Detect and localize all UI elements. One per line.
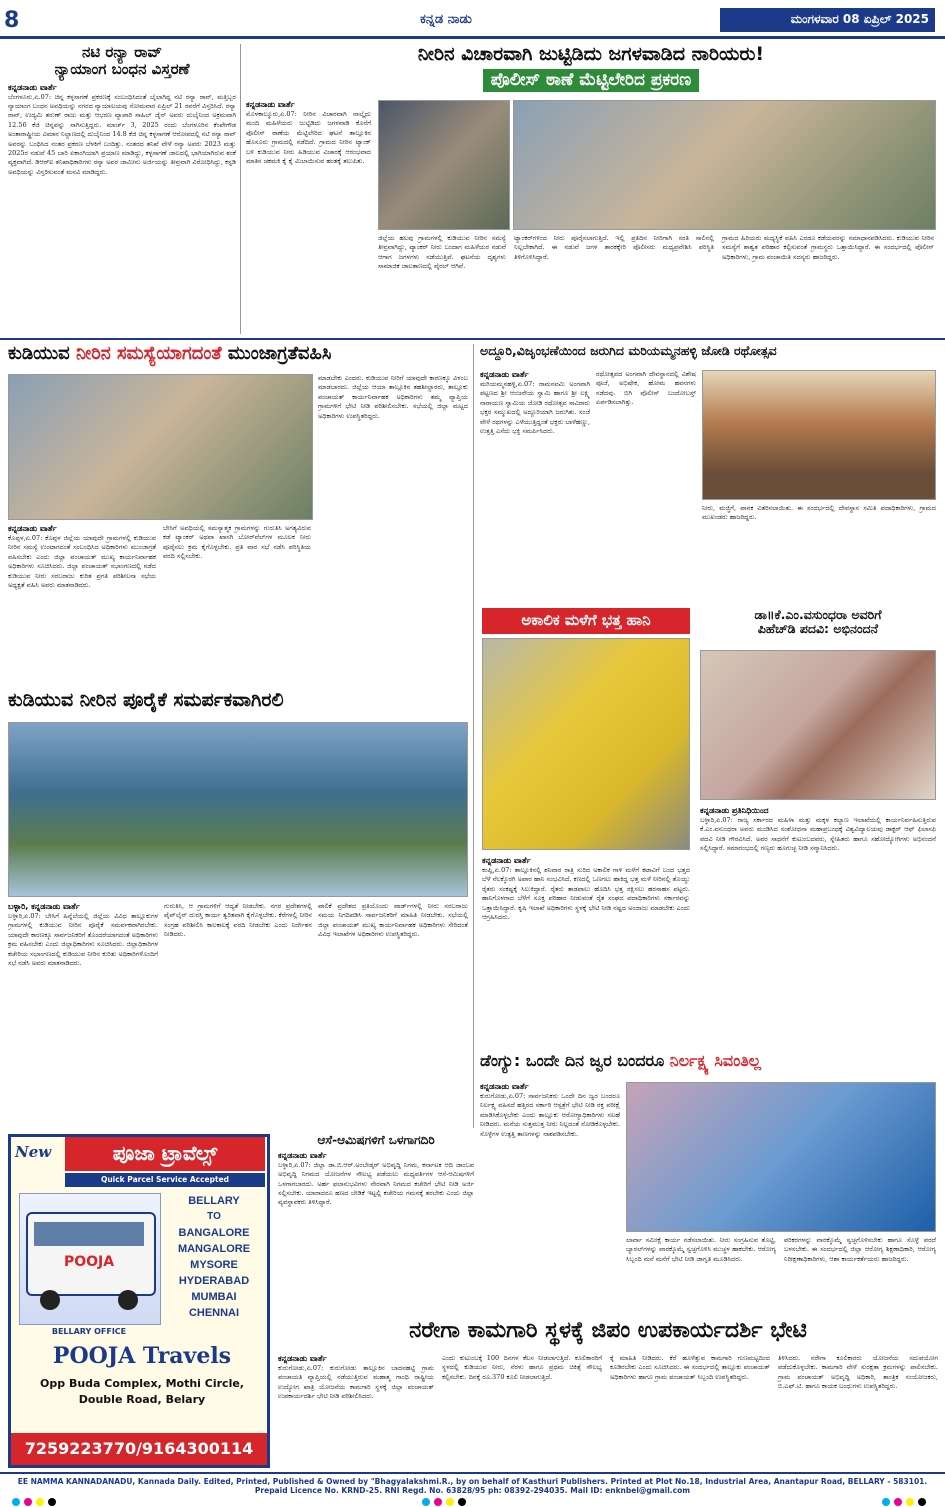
story-title: ನ್ಯಾಯಾಂಗ ಬಂಧನ ವಿಸ್ತರಣೆ bbox=[54, 60, 190, 79]
registration-marks bbox=[420, 1498, 468, 1507]
story-body: ಬೆಂಗಳೂರು,ಏ.07: ಚಿನ್ನ ಕಳ್ಳಸಾಗಣೆ ಪ್ರಕರಣಕ್ಕೆ ಸಂಬಂಧಿಸಿದಂತೆ ಬೈಲಾಗಿದ್ದ ನಟಿ ರನ್ಯಾ ರಾವ್, ಮತ್ತಿಬ್ಬರ ನ್ಯಾಯಾಂಗ ಬಂಧನ ಅವಧಿಯನ್ನು ನಗರದ ನ್ಯಾಯಾಲಯವು ಸೋಮವಾರ ಏಪ್ರಿಲ್ 21 ರವರೆಗೆ ವಿಸ್ತರಿಸಿದೆ. ರನ್ಯಾ ರಾವ್, ಉದ್ಯಮಿ ತರುಣ್ ರಾಜು ಮತ್ತು ಆಭರಣ ವ್ಯಾಪಾರಿ ಸಾಹಿಲ್ ಜೈನ್ ಅವರು ದುಬೈನಿಂದ ಅಕ್ರಮವಾಗಿ 12.56 ಕೆಜಿ ಚಿನ್ನವನ್ನು ಸಾಗಿಸುತ್ತಿದ್ದರು. ಮಾರ್ಚ್ 3, 2025 ರಂದು ಬೆಂಗಳೂರಿನ ಕೆಂಪೇಗೌಡ ಅಂತಾರಾಷ್ಟ್ರೀಯ ವಿಮಾನ ನಿಲ್ದಾಣದಲ್ಲಿ ದುಬೈನಿಂದ 14.8 ಕೆಜಿ ಚಿನ್ನ ಕಳ್ಳಸಾಗಣೆ ಆರೋಪದಲ್ಲಿ ನಟಿ ರನ್ಯಾ ರಾವ್ ಅವರನ್ನು ಬಂಧಿಸಿದ ನಂತರ ಪ್ರಕರಣ ಬೆಳಕಿಗೆ ಬಂದಿತ್ತು. ನಂತರದ ತನಿಖೆ ವೇಳೆ ರನ್ಯಾ ಅವರು 2023 ಮತ್ತು 2025ರ ನಡುವೆ 45 ಬಾರಿ ಏಕಾಂಗಿಯಾಗಿ ಪ್ರಯಾಣ ಮಾಡಿದ್ದು, ಕಳ್ಳಸಾಗಣೆ ಜಾಲದಲ್ಲಿ ಭಾಗಿಯಾಗಿರುವ ಶಂಕೆ ವ್ಯಕ್ತವಾಗಿದೆ. ಡಿಆರ್‌ಐ ತನಿಖಾಧಿಕಾರಿಗಳು ರನ್ಯಾ ಅವರ ಜಾಮೀನು ಅರ್ಜಿಯನ್ನು ತೀವ್ರವಾಗಿ ವಿರೋಧಿಸಿದ್ದು, ಕಸ್ಟಡಿ ಅವಧಿಯನ್ನು ವಿಸ್ತರಿಸುವಂತೆ ಮನವಿ ಮಾಡಿದ್ದರು. bbox=[8, 92, 236, 176]
story-column bbox=[318, 374, 468, 520]
story-body: ಮೊಳಕಾಲ್ಮೂರು,ಏ.07: ನೀರಿನ ವಿಚಾರವಾಗಿ ನಾಲ್ಕೈದು ಮಂದಿ ಮಹಿಳೆಯರು ಜುಟ್ಟಿಡಿದು ಜಗಳವಾಡಿ ಕೊನೆಗೆ ಪೊಲೀಸ್ ಠಾಣೆಯ ಮೆಟ್ಟಿಲೇರಿದ ಘಟನೆ ತಾಲ್ಲೂಕಿನ ಹೊಸೂರು ಗ್ರಾಮದಲ್ಲಿ ನಡೆದಿದೆ. ಗ್ರಾಮದ ನೀರಿನ ಟ್ಯಾಂಕ್ ಬಳಿ ಕುಡಿಯುವ ನೀರು ಹಿಡಿಯುವ ವಿಚಾರಕ್ಕೆ ಆರಂಭವಾದ ಮಾತಿನ ಚಕಮಕಿ ಕೈ ಕೈ ಮಿಲಾಯಿಸುವ ಹಂತಕ್ಕೆ ತಲುಪಿತು. bbox=[246, 110, 371, 166]
byline: ಕನ್ನಡನಾಡು ವಾರ್ತೆ bbox=[480, 1082, 529, 1091]
ad-brand: POOJA Travels bbox=[52, 1343, 232, 1369]
photo-vasundhara bbox=[700, 650, 936, 800]
story-column bbox=[596, 370, 696, 602]
ad-title: ಪೂಜಾ ಟ್ರಾವೆಲ್ಸ್ bbox=[65, 1137, 265, 1171]
headline-highlight: ನೀರಿನ ಸಮಸ್ಯೆಯಾಗದಂತೆ bbox=[76, 344, 222, 364]
story-body: ಬಳ್ಳಾರಿ,ಏ.07: ಬೇಸಿಗೆ ಹಿನ್ನೆಲೆಯಲ್ಲಿ ಜಿಲ್ಲೆಯ ವಿವಿಧ ತಾಲ್ಲೂಕುಗಳ ಗ್ರಾಮಗಳಲ್ಲಿ ಕುಡಿಯುವ ನೀರಿನ ಪೂರೈಕೆ ಸಮರ್ಪಕವಾಗಿರಬೇಕು. ಯಾವುದೇ ಕಾರಣಕ್ಕೂ ಸಾರ್ವಜನಿಕರಿಗೆ ತೊಂದರೆಯಾಗದಂತೆ ಅಧಿಕಾರಿಗಳು ಕ್ರಮ ವಹಿಸಬೇಕು ಎಂದು ಜಿಲ್ಲಾಧಿಕಾರಿಗಳು ಸೂಚಿಸಿದರು. ಜಿಲ್ಲಾಧಿಕಾರಿಗಳ ಕಚೇರಿಯ ಸಭಾಂಗಣದಲ್ಲಿ ಕುಡಿಯುವ ನೀರಿನ ಕುರಿತು ಅಧಿಕಾರಿಗಳೊಂದಿಗೆ ಸಭೆ ನಡೆಸಿ ಅವರು ಮಾತನಾಡಿದರು. bbox=[8, 912, 158, 968]
headline-part: ಮುಂಜಾಗ್ರತೆವಹಿಸಿ bbox=[221, 344, 332, 364]
byline: ಕನ್ನಡನಾಡು ವಾರ್ತೆ bbox=[8, 524, 57, 533]
story-body: ಗ್ರಾಮದ ಹಿರಿಯರು ಮಧ್ಯಸ್ಥಿಕೆ ವಹಿಸಿ ಎರಡೂ ಕಡೆಯವರನ್ನು ಸಮಾಧಾನಪಡಿಸಿದರು. ಕುಡಿಯುವ ನೀರಿನ ಸಮಸ್ಯೆಗೆ ಶಾಶ್ವತ ಪರಿಹಾರ ಕಲ್ಪಿಸುವಂತೆ ಗ್ರಾಮಸ್ಥರು ಒತ್ತಾಯಿಸಿದ್ದಾರೆ. ಈ ಸಂದರ್ಭದಲ್ಲಿ ಪೊಲೀಸ್ ಅಧಿಕಾರಿಗಳು, ಗ್ರಾಮ ಪಂಚಾಯಿತಿ ಸದಸ್ಯರು ಹಾಜರಿದ್ದರು. bbox=[722, 234, 934, 261]
byline: ಬಳ್ಳಾರಿ, ಕನ್ನಡನಾಡು ವಾರ್ತೆ bbox=[8, 902, 80, 911]
headline-drinking-water bbox=[8, 344, 468, 372]
imprint-line: EE NAMMA KANNADANADU, Kannada Daily. Edited, Printed, Published & Owned by "Bhagyalakshmi.R., by on behalf of Kasthuri Publishers. Printed at Plot No.18, Industrial Area, Anantapur Road, BELLARY - 583101. bbox=[17, 1477, 928, 1486]
story-body: ಕೊಪ್ಪಳ,ಏ.07: ಕೊಪ್ಪಳ ಜಿಲ್ಲೆಯ ಯಾವುದೇ ಗ್ರಾಮಗಳಲ್ಲಿ ಕುಡಿಯುವ ನೀರಿನ ಸಮಸ್ಯೆ ಉಂಟಾಗದಂತೆ ಸಂಬಂಧಿಸಿದ ಅಧಿಕಾರಿಗಳು ಮುಂಜಾಗ್ರತೆ ವಹಿಸಬೇಕು ಎಂದು ಜಿಲ್ಲಾ ಪಂಚಾಯತ್ ಮುಖ್ಯ ಕಾರ್ಯನಿರ್ವಾಹಕ ಅಧಿಕಾರಿಗಳು ಸೂಚಿಸಿದರು. ಜಿಲ್ಲಾ ಪಂಚಾಯತ್ ಸಭಾಂಗಣದಲ್ಲಿ ನಡೆದ ಕುಡಿಯುವ ನೀರು ಸರಬರಾಜು ಕುರಿತ ಪ್ರಗತಿ ಪರಿಶೀಲನಾ ಸಭೆಯ ಅಧ್ಯಕ್ಷತೆ ವಹಿಸಿ ಅವರು ಮಾತನಾಡಿದರು. bbox=[8, 534, 156, 590]
photo-officials-meeting bbox=[8, 722, 468, 897]
bus-illustration bbox=[19, 1193, 161, 1325]
story-body: ಟ್ಯಾಂಕರ್‌ಗಳಿಂದ ನೀರು ಪೂರೈಸಲಾಗುತ್ತಿದೆ. ಇಲ್ಲಿ ಪ್ರತಿದಿನ ನೀರಿಗಾಗಿ ಸರತಿ ಸಾಲಿನಲ್ಲಿ ನಿಲ್ಲಬೇಕಾಗಿದೆ. ಈ ನಡುವೆ ಜಗಳ ತಾರಕಕ್ಕೇರಿ ಪೊಲೀಸರು ಮಧ್ಯಪ್ರವೇಶಿಸಿ ಪರಿಸ್ಥಿತಿ ತಿಳಿಗೊಳಿಸಿದ್ದಾರೆ. bbox=[514, 234, 714, 261]
photo-meeting-koppal bbox=[8, 374, 313, 520]
section-rule bbox=[0, 338, 945, 340]
story-column bbox=[702, 504, 936, 602]
byline: ಕನ್ನಡನಾಡು ವಾರ್ತೆ bbox=[482, 856, 531, 865]
story-body: ಪಾಲಿಕೆ ಪ್ರದೇಶದ ಪ್ರತಿಯೊಂದು ವಾರ್ಡ್‌ಗಳಲ್ಲಿ ನೀರು ಸರಬರಾಜು ಸಮಯ ನಿಗದಿಪಡಿಸಿ ಸಾರ್ವಜನಿಕರಿಗೆ ಮಾಹಿತಿ ನೀಡಬೇಕು. ಸಭೆಯಲ್ಲಿ ಜಿಲ್ಲಾ ಪಂಚಾಯತ್ ಮುಖ್ಯ ಕಾರ್ಯನಿರ್ವಾಹಕ ಅಧಿಕಾರಿಗಳು ಸೇರಿದಂತೆ ವಿವಿಧ ಇಲಾಖೆಗಳ ಅಧಿಕಾರಿಗಳು ಉಪಸ್ಥಿತರಿದ್ದರು. bbox=[318, 902, 468, 939]
photo-paddy-tarp bbox=[482, 638, 690, 850]
headline-rain: ಅಕಾಲಿಕ ಮಳೆಗೆ ಭತ್ತ ಹಾನಿ bbox=[482, 608, 690, 634]
byline: ಕನ್ನಡನಾಡು ಪ್ರತಿನಿಧಿಯಿಂದ bbox=[700, 806, 769, 815]
story-body: ಎಂದು ಕುಟುಂಬಕ್ಕೆ 100 ದಿನಗಳ ಕೆಲಸ ನೀಡಲಾಗುತ್ತಿದೆ. ಕೂಲಿಕಾರರಿಗೆ ಸ್ಥಳದಲ್ಲಿ ಕುಡಿಯುವ ನೀರು, ನೆರಳು ಹಾಗೂ ಪ್ರಥಮ ಚಿಕಿತ್ಸೆ ಸೌಲಭ್ಯ ಕಲ್ಪಿಸಬೇಕು. ದಿನಕ್ಕೆ ರೂ.370 ಕೂಲಿ ನೀಡಲಾಗುತ್ತಿದೆ. bbox=[442, 1354, 602, 1381]
story-body: ಕ್ಕೆ ಮಾಹಿತಿ ನೀಡಿದರು. ಕೆರೆ ಹೂಳೆತ್ತುವ ಕಾಮಗಾರಿ ಗುಣಮಟ್ಟದಿಂದ ಕೂಡಿರಬೇಕು ಎಂದು ಸೂಚಿಸಿದರು. ಈ ಸಂದರ್ಭದಲ್ಲಿ ತಾಲ್ಲೂಕು ಪಂಚಾಯತ್ ಅಧಿಕಾರಿಗಳು ಹಾಗೂ ಗ್ರಾಮ ಪಂಚಾಯತ್ ಸಿಬ್ಬಂದಿ ಉಪಸ್ಥಿತರಿದ್ದರು. bbox=[610, 1354, 770, 1381]
photo-dengue-awareness bbox=[626, 1082, 936, 1232]
headline-part: ಡೆಂಗ್ಯು: ಒಂದೇ ದಿನ ಜ್ವರ ಬಂದರೂ bbox=[480, 1052, 670, 1070]
ad-route-item: TO bbox=[207, 1211, 221, 1222]
story-body: ಬಳ್ಳಾರಿ,ಏ.07: ಜಿಲ್ಲಾ ಡಾ.ಬಿ.ಆರ್.ಅಂಬೇಡ್ಕರ್ ಅಭಿವೃದ್ಧಿ ನಿಗಮ, ಕರ್ನಾಟಕ ಆದಿ ಜಾಂಬವ ಅಭಿವೃದ್ಧಿ ನಿಗಮದ ಯೋಜನೆಗಳ ಸೌಲಭ್ಯ ಪಡೆಯಲು ಮಧ್ಯವರ್ತಿಗಳ ಆಸೆ-ಆಮಿಷಗಳಿಗೆ ಒಳಗಾಗಬಾರದು. ಅರ್ಹ ಫಲಾನುಭವಿಗಳು ನೇರವಾಗಿ ನಿಗಮದ ಕಚೇರಿಗೆ ಭೇಟಿ ನೀಡಿ ಅರ್ಜಿ ಸಲ್ಲಿಸಬೇಕು. ಯಾರಾದರೂ ಹಣದ ಬೇಡಿಕೆ ಇಟ್ಟಲ್ಲಿ ಕಚೇರಿಯ ಗಮನಕ್ಕೆ ತರಬೇಕು ಎಂದು ಜಿಲ್ಲಾ ವ್ಯವಸ್ಥಾಪಕರು ತಿಳಿಸಿದ್ದಾರೆ. bbox=[278, 1160, 474, 1207]
byline: ಕನ್ನಡನಾಡು ವಾರ್ತೆ bbox=[246, 100, 295, 109]
ad-office: BELLARY OFFICE bbox=[51, 1327, 127, 1336]
story-body: ನೀರು, ಮಜ್ಜಿಗೆ, ಪಾನಕ ವಿತರಿಸಲಾಯಿತು. ಈ ಸಂದರ್ಭದಲ್ಲಿ ದೇವಸ್ಥಾನ ಸಮಿತಿ ಪದಾಧಿಕಾರಿಗಳು, ಗ್ರಾಮದ ಮುಖಂಡರು ಹಾಜರಿದ್ದರು. bbox=[702, 504, 936, 522]
headline: ನೀರಿನ ವಿಚಾರವಾಗಿ ಜುಟ್ಟಿಡಿದು ಜಗಳವಾಡಿದ ನಾರಿಯರು! bbox=[417, 44, 765, 65]
story-column bbox=[480, 370, 590, 602]
ad-phone[interactable]: 7259223770/9164300114 bbox=[11, 1433, 267, 1465]
story-body: ರಥೋತ್ಸವದ ಅಂಗವಾಗಿ ದೇವಸ್ಥಾನದಲ್ಲಿ ವಿಶೇಷ ಪೂಜೆ, ಅಭಿಷೇಕ, ಹೋಮ ಹವನಗಳು ನಡೆದವು. ಬಿಗಿ ಪೊಲೀಸ್ ಬಂದೋಬಸ್ತ್ ಏರ್ಪಡಿಸಲಾಗಿತ್ತು. bbox=[596, 370, 696, 407]
story-body: ತಿಳಿಸಿದರು. ನರೇಗಾ ಕೂಲಿಕಾರರು ಯೋಜನೆಯ ಸದುಪಯೋಗ ಪಡೆದುಕೊಳ್ಳಬೇಕು. ಕಾಮಗಾರಿ ವೇಳೆ ಸುರಕ್ಷತಾ ಕ್ರಮಗಳನ್ನು ಪಾಲಿಸಬೇಕು. ಗ್ರಾಮ ಪಂಚಾಯತ್ ಅಭಿವೃದ್ಧಿ ಅಧಿಕಾರಿ, ತಾಂತ್ರಿಕ ಸಂಯೋಜಕರು, ಬಿ.ಎಫ್.ಟಿ. ಹಾಗೂ ಕಾಯಕ ಬಂಧುಗಳು ಉಪಸ್ಥಿತರಿದ್ದರು. bbox=[778, 1354, 938, 1391]
headline-asha: ಆಸೆ-ಆಮಿಷಗಳಿಗೆ ಒಳಗಾಗದಿರಿ bbox=[317, 1134, 435, 1147]
story-body: ಪರಿಕರಗಳನ್ನು ವಾರಕ್ಕೊಮ್ಮೆ ಸ್ವಚ್ಛಗೊಳಿಸಬೇಕು ಹಾಗೂ ಸೊಳ್ಳೆ ಪರದೆ ಬಳಸಬೇಕು. ಈ ಸಂದರ್ಭದಲ್ಲಿ ಜಿಲ್ಲಾ ಆರೋಗ್ಯ ಶಿಕ್ಷಣಾಧಿಕಾರಿ, ಆರೋಗ್ಯ ನಿರೀಕ್ಷಣಾಧಿಕಾರಿಗಳು, ಆಶಾ ಕಾರ್ಯಕರ್ತೆಯರು ಹಾಜರಿದ್ದರು. bbox=[784, 1236, 936, 1263]
story-body: ಮರಿಯಮ್ಮನಹಳ್ಳಿ,ಏ.07: ರಾಮನವಮಿ ಅಂಗವಾಗಿ ಪಟ್ಟಣದ ಶ್ರೀ ಆಂಜನೇಯ ಸ್ವಾಮಿ ಹಾಗೂ ಶ್ರೀ ಲಕ್ಷ್ಮಿ ನಾರಾಯಣ ಸ್ವಾಮಿಯ ಜೋಡಿ ರಥೋತ್ಸವ ಸಾವಿರಾರು ಭಕ್ತರ ಸಮ್ಮುಖದಲ್ಲಿ ಅದ್ದೂರಿಯಾಗಿ ಜರುಗಿತು. ಸಂಜೆ ವೇಳೆ ರಥಗಳನ್ನು ಎಳೆಯುತ್ತಿದ್ದಂತೆ ಭಕ್ತರು ಬಾಳೆಹಣ್ಣು, ಉತ್ತತ್ತಿ ಎಸೆದು ಭಕ್ತಿ ಸಮರ್ಪಿಸಿದರು. bbox=[480, 380, 590, 436]
ad-address: Double Road, Belary bbox=[78, 1393, 206, 1406]
imprint-line: Prepaid Licence No. KRND-25. RNI Regd. No. 63828/95 ph: 08392-294035. Mail ID: enknbel@gmail.com bbox=[254, 1486, 691, 1495]
ad-route-item: CHENNAI bbox=[188, 1307, 240, 1319]
ad-ribbon: Quick Parcel Service Accepted bbox=[65, 1173, 265, 1187]
ad-route-item: MANGALORE bbox=[177, 1243, 251, 1255]
header-rule bbox=[0, 36, 945, 39]
story-ranya bbox=[8, 44, 236, 334]
ad-address: Opp Buda Complex, Mothi Circle, bbox=[40, 1377, 244, 1390]
headline-part: ಕುಡಿಯುವ bbox=[8, 344, 76, 364]
bus-brand: POOJA bbox=[63, 1254, 115, 1270]
ad-route-item: HYDERABAD bbox=[178, 1275, 250, 1287]
masthead: ಕನ್ನಡ ನಾಡು bbox=[420, 12, 472, 27]
column-divider bbox=[240, 44, 241, 334]
story-columns bbox=[8, 902, 468, 1128]
story-asha bbox=[278, 1134, 474, 1314]
photo-women-crowd bbox=[378, 100, 510, 230]
story-title: ನಟಿ ರನ್ಯಾ ರಾವ್ bbox=[82, 44, 162, 61]
ad-routes bbox=[161, 1193, 267, 1321]
byline: ಕನ್ನಡನಾಡು ವಾರ್ತೆ bbox=[480, 370, 529, 379]
subheadline: ಪೊಲೀಸ್ ಠಾಣೆ ಮೆಟ್ಟಿಲೇರಿದ ಪ್ರಕರಣ bbox=[483, 69, 699, 93]
column-divider bbox=[473, 344, 474, 1128]
story-phd-text bbox=[700, 806, 936, 1046]
headline-water-supply: ಕುಡಿಯುವ ನೀರಿನ ಪೂರೈಕೆ ಸಮರ್ಪಕವಾಗಿರಲಿ bbox=[8, 690, 284, 711]
dateline: ಮಂಗಳವಾರ 08 ಏಪ್ರಿಲ್ 2025 bbox=[720, 8, 935, 32]
story-body: ಕಂಪ್ಲಿ,ಏ.07: ತಾಲ್ಲೂಕಿನಲ್ಲಿ ಶನಿವಾರ ರಾತ್ರಿ ಸುರಿದ ಅಕಾಲಿಕ ಗಾಳಿ ಮಳೆಗೆ ಕಟಾವಿಗೆ ಬಂದ ಭತ್ತದ ಬೆಳೆ ನೆಲಕ್ಕೊರಗಿ ಅಪಾರ ಹಾನಿ ಸಂಭವಿಸಿದೆ. ಕಣದಲ್ಲಿ ಒಣಗಲು ಹಾಕಿದ್ದ ಭತ್ತ ಮಳೆ ನೀರಿನಲ್ಲಿ ತೊಯ್ದು ರೈತರು ಸಂಕಷ್ಟಕ್ಕೆ ಸಿಲುಕಿದ್ದಾರೆ. ರೈತರು ತಾಡಪಾಲು ಹೊದಿಸಿ ಭತ್ತ ರಕ್ಷಿಸಲು ಹರಸಾಹಸ ಪಟ್ಟರು. ಹಾನಿಗೊಳಗಾದ ಬೆಳೆಗೆ ಸೂಕ್ತ ಪರಿಹಾರ ನೀಡುವಂತೆ ರೈತ ಸಂಘದ ಪದಾಧಿಕಾರಿಗಳು ಸರ್ಕಾರವನ್ನು ಒತ್ತಾಯಿಸಿದ್ದಾರೆ. ಕೃಷಿ ಇಲಾಖೆ ಅಧಿಕಾರಿಗಳು ಸ್ಥಳಕ್ಕೆ ಭೇಟಿ ನೀಡಿ ನಷ್ಟದ ಅಂದಾಜು ಮಾಡಬೇಕು ಎಂದು ಆಗ್ರಹಿಸಿದರು. bbox=[482, 866, 690, 922]
story-body: ಕುರುಗೋಡು,ಏ.07: ಸಾರ್ವಜನಿಕರು ಒಂದೇ ದಿನ ಜ್ವರ ಬಂದರೂ ನಿರ್ಲಕ್ಷ್ಯ ವಹಿಸದೆ ಹತ್ತಿರದ ಸರ್ಕಾರಿ ಆಸ್ಪತ್ರೆಗೆ ಭೇಟಿ ನೀಡಿ ರಕ್ತ ಪರೀಕ್ಷೆ ಮಾಡಿಸಿಕೊಳ್ಳಬೇಕು ಎಂದು ತಾಲ್ಲೂಕು ಆರೋಗ್ಯಾಧಿಕಾರಿಗಳು ಸಲಹೆ ನೀಡಿದರು. ಮನೆಯ ಸುತ್ತಮುತ್ತ ನೀರು ನಿಲ್ಲದಂತೆ ನೋಡಿಕೊಳ್ಳಬೇಕು. ಸೊಳ್ಳೆಗಳ ಉತ್ಪತ್ತಿ ತಾಣಗಳನ್ನು ನಾಶಪಡಿಸಬೇಕು. bbox=[480, 1092, 620, 1138]
story-body: ಬಳ್ಳಾರಿ,ಏ.07: ರಾಜ್ಯ ಸರ್ಕಾರದ ಮಹಿಳಾ ಮತ್ತು ಮಕ್ಕಳ ಕಲ್ಯಾಣ ಇಲಾಖೆಯಲ್ಲಿ ಕಾರ್ಯನಿರ್ವಹಿಸುತ್ತಿರುವ ಕೆ.ಎಂ.ವಸುಂಧರಾ ಅವರು ಮಂಡಿಸಿದ ಸಂಶೋಧನಾ ಮಹಾಪ್ರಬಂಧಕ್ಕೆ ವಿಶ್ವವಿದ್ಯಾಲಯವು ಡಾಕ್ಟರ್ ಆಫ್ ಫಿಲಾಸಫಿ ಪದವಿ ನೀಡಿ ಗೌರವಿಸಿದೆ. ಅವರ ಸಾಧನೆಗೆ ಕುಟುಂಬದವರು, ಸ್ನೇಹಿತರು ಹಾಗೂ ಸಹೋದ್ಯೋಗಿಗಳು ಅಭಿನಂದನೆ ಸಲ್ಲಿಸಿದ್ದಾರೆ. ಸಮಾರಂಭದಲ್ಲಿ ಗಣ್ಯರು ಹೂಗುಚ್ಛ ನೀಡಿ ಸನ್ಮಾನಿಸಿದರು. bbox=[700, 816, 936, 853]
headline-narega: ನರೇಗಾ ಕಾಮಗಾರಿ ಸ್ಥಳಕ್ಕೆ ಜಿಪಂ ಉಪಕಾರ್ಯದರ್ಶಿ ಭೇಟಿ bbox=[409, 1318, 807, 1343]
photo-rathotsava-crowd bbox=[702, 370, 936, 500]
photo-police-women bbox=[513, 100, 936, 230]
story-body: ಗುರುತಿಸಿ, ಆ ಗ್ರಾಮಗಳಿಗೆ ಆದ್ಯತೆ ನೀಡಬೇಕು. ನಗರ ಪ್ರದೇಶಗಳಲ್ಲಿ ಪೈಪ್‌ಲೈನ್ ದುರಸ್ತಿ ಕಾರ್ಯ ತ್ವರಿತವಾಗಿ ಕೈಗೊಳ್ಳಬೇಕು. ಕೆರೆಗಳಲ್ಲಿ ನೀರಿನ ಸಂಗ್ರಹ ಪರಿಶೀಲಿಸಿ ಕಾಲಕಾಲಕ್ಕೆ ವರದಿ ನೀಡಬೇಕು ಎಂದು ನಿರ್ದೇಶನ ನೀಡಿದರು. bbox=[164, 902, 312, 939]
story-columns bbox=[278, 1354, 938, 1470]
story-body: ಬೇಸಿಗೆ ಅವಧಿಯಲ್ಲಿ ಸಮಸ್ಯಾತ್ಮಕ ಗ್ರಾಮಗಳನ್ನು ಗುರುತಿಸಿ ಅಗತ್ಯವಿರುವ ಕಡೆ ಟ್ಯಾಂಕರ್ ಅಥವಾ ಖಾಸಗಿ ಬೋರ್‌ವೆಲ್‌ಗಳ ಮೂಲಕ ನೀರು ಪೂರೈಸಲು ಕ್ರಮ ಕೈಗೊಳ್ಳಬೇಕು. ಪ್ರತಿ ವಾರ ಸಭೆ ನಡೆಸಿ ಪರಿಸ್ಥಿತಿಯ ವರದಿ ಸಲ್ಲಿಸಬೇಕು. bbox=[163, 524, 311, 561]
story-columns bbox=[626, 1236, 936, 1312]
registration-marks bbox=[880, 1498, 928, 1507]
ad-route-item: BELLARY bbox=[188, 1195, 240, 1207]
story-columns bbox=[246, 234, 936, 334]
story-body: ಮಾಡಬೇಕು ಎಂದರು. ಕುಡಿಯುವ ನೀರಿಗೆ ಯಾವುದೇ ಕಾರಣಕ್ಕೂ ವಿಳಂಬ ಮಾಡಬಾರದು. ಜಿಲ್ಲೆಯ ಆಯಾ ತಾಲ್ಲೂಕಿನ ತಹಶೀಲ್ದಾರರು, ತಾಲ್ಲೂಕು ಪಂಚಾಯತ್ ಕಾರ್ಯನಿರ್ವಾಹಕ ಅಧಿಕಾರಿಗಳು ತಮ್ಮ ವ್ಯಾಪ್ತಿಯ ಗ್ರಾಮಗಳಿಗೆ ಭೇಟಿ ನೀಡಿ ಪರಿಶೀಲಿಸಬೇಕು. ಸಭೆಯಲ್ಲಿ ಜಿಲ್ಲಾ ಮಟ್ಟದ ಅಧಿಕಾರಿಗಳು ಉಪಸ್ಥಿತರಿದ್ದರು. bbox=[318, 374, 468, 420]
registration-marks bbox=[10, 1498, 58, 1507]
footer-imprint bbox=[0, 1472, 945, 1507]
ad-new-label: New bbox=[15, 1143, 52, 1161]
byline: ಕನ್ನಡನಾಡು ವಾರ್ತೆ bbox=[278, 1150, 327, 1160]
headline-phd: ಡಾ॥ಕೆ.ಎಂ.ವಸುಂಧರಾ ಅವರಿಗೆ bbox=[754, 608, 882, 622]
headline-dengue bbox=[480, 1052, 938, 1078]
ad-pooja-travels[interactable] bbox=[8, 1134, 270, 1468]
page-number: 8 bbox=[4, 8, 20, 33]
headline-highlight: ನಿರ್ಲಕ್ಷ್ಯ ಸಿವಂತಿಲ್ಲ bbox=[669, 1052, 762, 1070]
headline-rathotsava: ಅದ್ದೂರಿ,ವಿಜೃಂಭಣೆಯಿಂದ ಜರುಗಿದ ಮರಿಯಮ್ಮನಹಳ್ಳಿ ಜೋಡಿ ರಥೋತ್ಸವ bbox=[480, 344, 777, 358]
byline: ಕನ್ನಡನಾಡು ವಾರ್ತೆ bbox=[278, 1354, 327, 1363]
ad-route-item: MYSORE bbox=[190, 1259, 238, 1271]
ad-route-item: BANGALORE bbox=[178, 1227, 250, 1239]
story-body: ಜಿಲ್ಲೆಯ ಹಲವು ಗ್ರಾಮಗಳಲ್ಲಿ ಕುಡಿಯುವ ನೀರಿನ ಸಮಸ್ಯೆ ತೀವ್ರವಾಗಿದ್ದು, ಟ್ಯಾಂಕರ್ ನೀರು ಬಂದಾಗ ಮಹಿಳೆಯರ ನಡುವೆ ಆಗಾಗ ಜಗಳಗಳು ನಡೆಯುತ್ತಿವೆ. ಘಟನೆಯ ದೃಶ್ಯಗಳು ಸಾಮಾಜಿಕ ಜಾಲತಾಣದಲ್ಲಿ ವೈರಲ್ ಆಗಿವೆ. bbox=[378, 234, 506, 271]
byline: ಕನ್ನಡನಾಡು ವಾರ್ತೆ bbox=[8, 82, 57, 92]
story-body: ಕುರುಗೋಡು,ಏ.07: ಕುರುಗೋಡು ತಾಲ್ಲೂಕಿನ ಬಾದನಹಟ್ಟಿ ಗ್ರಾಮ ಪಂಚಾಯತಿ ವ್ಯಾಪ್ತಿಯಲ್ಲಿ ನಡೆಯುತ್ತಿರುವ ಮಹಾತ್ಮ ಗಾಂಧಿ ರಾಷ್ಟ್ರೀಯ ಉದ್ಯೋಗ ಖಾತ್ರಿ ಯೋಜನೆಯ ಕಾಮಗಾರಿ ಸ್ಥಳಕ್ಕೆ ಜಿಲ್ಲಾ ಪಂಚಾಯತ್ ಉಪಕಾರ್ಯದರ್ಶಿ ಭೇಟಿ ನೀಡಿ ಪರಿಶೀಲಿಸಿದರು. bbox=[278, 1364, 434, 1401]
story-column bbox=[480, 1082, 620, 1312]
story-columns bbox=[8, 524, 468, 682]
headline-phd: ಪಿಹೆಚ್‌ಡಿ ಪದವಿ: ಅಭಿನಂದನೆ bbox=[757, 621, 879, 637]
ad-route-item: MUMBAI bbox=[191, 1291, 237, 1303]
story-body: ಲಾರ್ವಾ ಸಮೀಕ್ಷೆ ಕಾರ್ಯ ನಡೆಸಲಾಯಿತು. ನೀರು ಸಂಗ್ರಹಿಸುವ ತೊಟ್ಟಿ, ಬ್ಯಾರಲ್‌ಗಳನ್ನು ವಾರಕ್ಕೊಮ್ಮೆ ಸ್ವಚ್ಛಗೊಳಿಸಿ ಮುಚ್ಚಳ ಹಾಕಬೇಕು. ಆರೋಗ್ಯ ಸಿಬ್ಬಂದಿ ಮನೆ ಮನೆಗೆ ಭೇಟಿ ನೀಡಿ ಜಾಗೃತಿ ಮೂಡಿಸಿದರು. bbox=[626, 1236, 776, 1263]
story-rain-text bbox=[482, 856, 690, 1046]
